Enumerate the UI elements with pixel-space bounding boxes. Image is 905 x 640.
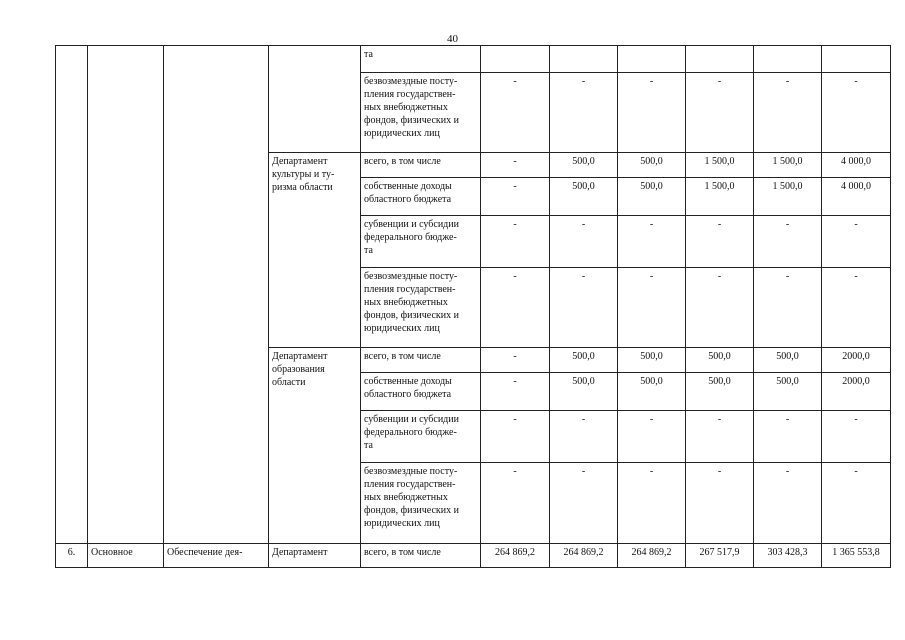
value-cell [550,46,618,73]
value-cell: - [686,463,754,544]
department-text: Департамент культуры и ту- ризма области [272,156,335,193]
value-cell [754,46,822,73]
department-cell [269,348,361,544]
value-cell: 303 428,3 [754,544,822,568]
value-cell: - [822,73,891,153]
value-cell: - [481,268,550,348]
funding-type-cell: та [361,46,481,73]
value-cell [822,46,891,73]
department-cell [269,46,361,153]
value-cell: 2000,0 [822,373,891,411]
value-cell: - [754,216,822,268]
value-cell: 1 500,0 [686,153,754,178]
funding-type-cell: всего, в том числе [361,348,481,373]
value-cell: 1 500,0 [754,153,822,178]
value-cell: - [481,73,550,153]
funding-type-cell [361,73,481,153]
funding-type-text: безвозмездные посту- пления государствен- ных внебюджетных фондов, физических и юридических лиц [364,76,459,139]
value-cell: - [822,216,891,268]
value-cell: - [822,268,891,348]
value-cell: - [550,268,618,348]
value-cell: - [618,268,686,348]
funding-type-cell: всего, в том числе [361,544,481,568]
status-cell: Основное [88,544,164,568]
funding-type-cell [361,216,481,268]
value-cell: - [481,178,550,216]
value-cell: - [618,463,686,544]
value-cell: - [686,216,754,268]
funding-type-cell [361,268,481,348]
value-cell: 500,0 [550,178,618,216]
value-cell: 500,0 [550,373,618,411]
value-cell: - [550,411,618,463]
number-cell: 6. [56,544,88,568]
funding-type-text: собственные доходы областного бюджета [364,181,452,205]
department-text: Департамент образования области [272,351,328,388]
table-row [56,544,891,568]
department-cell [269,153,361,348]
value-cell: 4 000,0 [822,178,891,216]
funding-type-text: безвозмездные посту- пления государствен- ных внебюджетных фондов, физических и юридических лиц [364,271,459,334]
funding-type-text: субвенции и субсидии федерального бюдже- та [364,219,459,256]
value-cell: 1 365 553,8 [822,544,891,568]
value-cell: - [754,411,822,463]
funding-type-cell: всего, в том числе [361,153,481,178]
value-cell: - [618,216,686,268]
number-cell [56,46,88,544]
value-cell: 500,0 [754,373,822,411]
value-cell: - [481,348,550,373]
funding-type-text: субвенции и субсидии федерального бюдже- та [364,414,459,451]
value-cell: 500,0 [618,178,686,216]
value-cell: 1 500,0 [686,178,754,216]
value-cell: - [754,73,822,153]
value-cell: - [754,268,822,348]
value-cell: 500,0 [686,373,754,411]
funding-type-text: собственные доходы областного бюджета [364,376,452,400]
name-cell: Обеспечение дея- [164,544,269,568]
table-row [56,46,891,73]
value-cell: - [481,373,550,411]
value-cell: 264 869,2 [618,544,686,568]
department-cell: Департамент [269,544,361,568]
value-cell: 500,0 [550,348,618,373]
status-cell [88,46,164,544]
value-cell [618,46,686,73]
value-cell: - [481,411,550,463]
value-cell: - [481,463,550,544]
value-cell: - [618,411,686,463]
funding-type-cell [361,463,481,544]
value-cell: 500,0 [618,348,686,373]
funding-type-text: безвозмездные посту- пления государствен- ных внебюджетных фондов, физических и юридических лиц [364,466,459,529]
value-cell: 500,0 [550,153,618,178]
value-cell: - [754,463,822,544]
funding-type-cell [361,373,481,411]
value-cell: - [822,463,891,544]
value-cell: - [550,73,618,153]
value-cell: 264 869,2 [481,544,550,568]
value-cell: - [686,268,754,348]
value-cell: - [550,216,618,268]
page-number: 40 [447,33,458,45]
value-cell: - [481,153,550,178]
value-cell: 500,0 [618,373,686,411]
name-cell [164,46,269,544]
value-cell: - [481,216,550,268]
value-cell: 267 517,9 [686,544,754,568]
value-cell: - [686,411,754,463]
value-cell: - [686,73,754,153]
budget-table [55,45,891,568]
funding-type-cell [361,178,481,216]
value-cell: - [618,73,686,153]
value-cell: 500,0 [618,153,686,178]
value-cell: - [822,411,891,463]
value-cell: 4 000,0 [822,153,891,178]
value-cell: 500,0 [686,348,754,373]
value-cell: 1 500,0 [754,178,822,216]
funding-type-cell [361,411,481,463]
value-cell: 264 869,2 [550,544,618,568]
value-cell: - [550,463,618,544]
value-cell: 2000,0 [822,348,891,373]
value-cell: 500,0 [754,348,822,373]
value-cell [481,46,550,73]
value-cell [686,46,754,73]
